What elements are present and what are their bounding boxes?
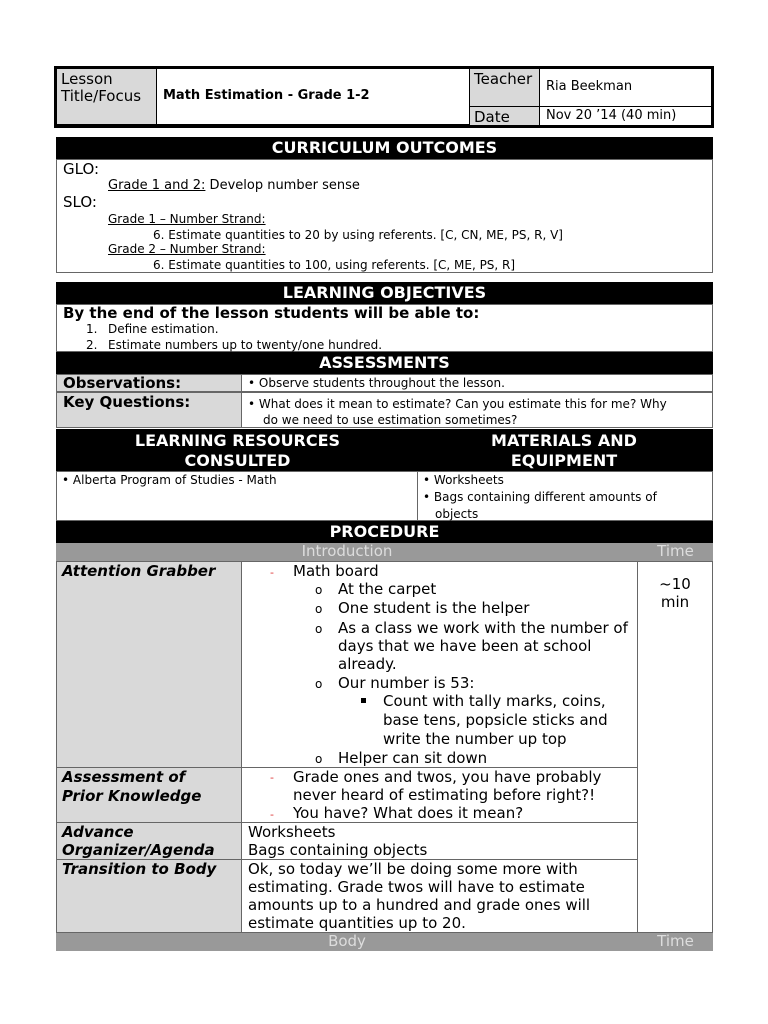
bullet-o-1: o [315, 583, 323, 597]
observations-text: • Observe students throughout the lesson. [248, 376, 505, 390]
apk-dash-2: - [270, 808, 274, 821]
key-questions-text-1: • What does it mean to estimate? Can you estimate this for me? Why [248, 397, 667, 411]
grade2-strand: Grade 2 – Number Strand: [108, 242, 266, 256]
carpet-text: At the carpet [338, 580, 437, 598]
helper-text: One student is the helper [338, 599, 530, 617]
count-text: Count with tally marks, coins, base tens, popsicle sticks and write the number up top [383, 692, 608, 748]
prior-knowledge-text-2: You have? What does it mean? [293, 804, 524, 822]
square-bullet [361, 698, 366, 703]
curriculum-outcomes-heading: CURRICULUM OUTCOMES [56, 137, 713, 159]
bullet-o-2: o [315, 602, 323, 616]
body-time-heading: Time [638, 933, 713, 951]
learning-resources-heading: LEARNING RESOURCES CONSULTED [134, 431, 341, 470]
grade1-outcome: 6. Estimate quantities to 20 by using referents. [C, CN, ME, PS, R, V] [153, 228, 563, 242]
material-item-2-cont: objects [435, 507, 479, 521]
prior-knowledge-text: Grade ones and twos, you have probably never heard of estimating before right?! [293, 768, 602, 804]
grade2-outcome: 6. Estimate quantities to 100, using referents. [C, ME, PS, R] [153, 258, 516, 272]
body-heading: Body [56, 933, 638, 951]
time-value: ~10 min [659, 575, 691, 611]
material-item-1: • Worksheets [423, 473, 504, 487]
apk-dash-1: - [270, 771, 274, 784]
objective-item-2: Estimate numbers up to twenty/one hundred. [108, 338, 383, 352]
date-value: Nov 20 ’14 (40 min) [546, 108, 677, 123]
glo-line [108, 178, 360, 193]
glo-label: GLO: [63, 160, 100, 178]
materials-heading: MATERIALS AND EQUIPMENT [491, 431, 637, 470]
time-heading: Time [638, 543, 713, 561]
learning-objectives-heading: LEARNING OBJECTIVES [56, 282, 713, 304]
sitdown-text: Helper can sit down [338, 749, 488, 767]
objective-number-1: 1. [86, 322, 98, 336]
teacher-value: Ria Beekman [540, 69, 711, 107]
bullet-o-4: o [315, 677, 323, 691]
introduction-heading: Introduction [56, 543, 638, 561]
objective-number-2: 2. [86, 338, 98, 352]
glo-text: Develop number sense [205, 178, 360, 193]
attention-grabber-label: Attention Grabber [62, 562, 216, 580]
procedure-heading: PROCEDURE [56, 521, 713, 543]
class-text: As a class we work with the number of days that we have been at school already. [338, 619, 628, 673]
assessments-heading: ASSESSMENTS [56, 352, 713, 374]
date-label: Date [470, 107, 540, 125]
glo-grade: Grade 1 and 2: [108, 178, 206, 193]
observations-label: Observations: [63, 374, 182, 392]
key-questions-text-2: do we need to use estimation sometimes? [263, 413, 518, 427]
math-board-item: - [270, 566, 274, 579]
lesson-title-value: Math Estimation - Grade 1-2 [157, 69, 470, 125]
bullet-o-3: o [315, 622, 323, 636]
lesson-header-table [54, 66, 714, 128]
advance-organizer-text: Worksheets Bags containing objects [248, 823, 428, 859]
slo-label: SLO: [63, 193, 97, 211]
objectives-lead: By the end of the lesson students will be able to: [63, 304, 480, 322]
prior-knowledge-label: Assessment of Prior Knowledge [62, 768, 202, 805]
math-board-text: Math board [293, 562, 379, 580]
transition-label: Transition to Body [62, 860, 217, 878]
key-questions-label: Key Questions: [63, 393, 191, 411]
transition-text: Ok, so today we’ll be doing some more with estimating. Grade twos will have to estimate amounts up to a hundred and grade ones will estimate quantities up to 20. [248, 860, 591, 932]
teacher-label: Teacher [470, 69, 540, 107]
resource-item: • Alberta Program of Studies - Math [62, 473, 277, 487]
bullet-o-5: o [315, 752, 323, 766]
grade1-strand: Grade 1 – Number Strand: [108, 212, 266, 226]
advance-organizer-label: Advance Organizer/Agenda [62, 823, 215, 859]
number-text: Our number is 53: [338, 674, 475, 692]
material-item-2: • Bags containing different amounts of [423, 490, 657, 504]
lesson-title-label: Lesson Title/Focus [57, 69, 157, 125]
objective-item-1: Define estimation. [108, 322, 219, 336]
